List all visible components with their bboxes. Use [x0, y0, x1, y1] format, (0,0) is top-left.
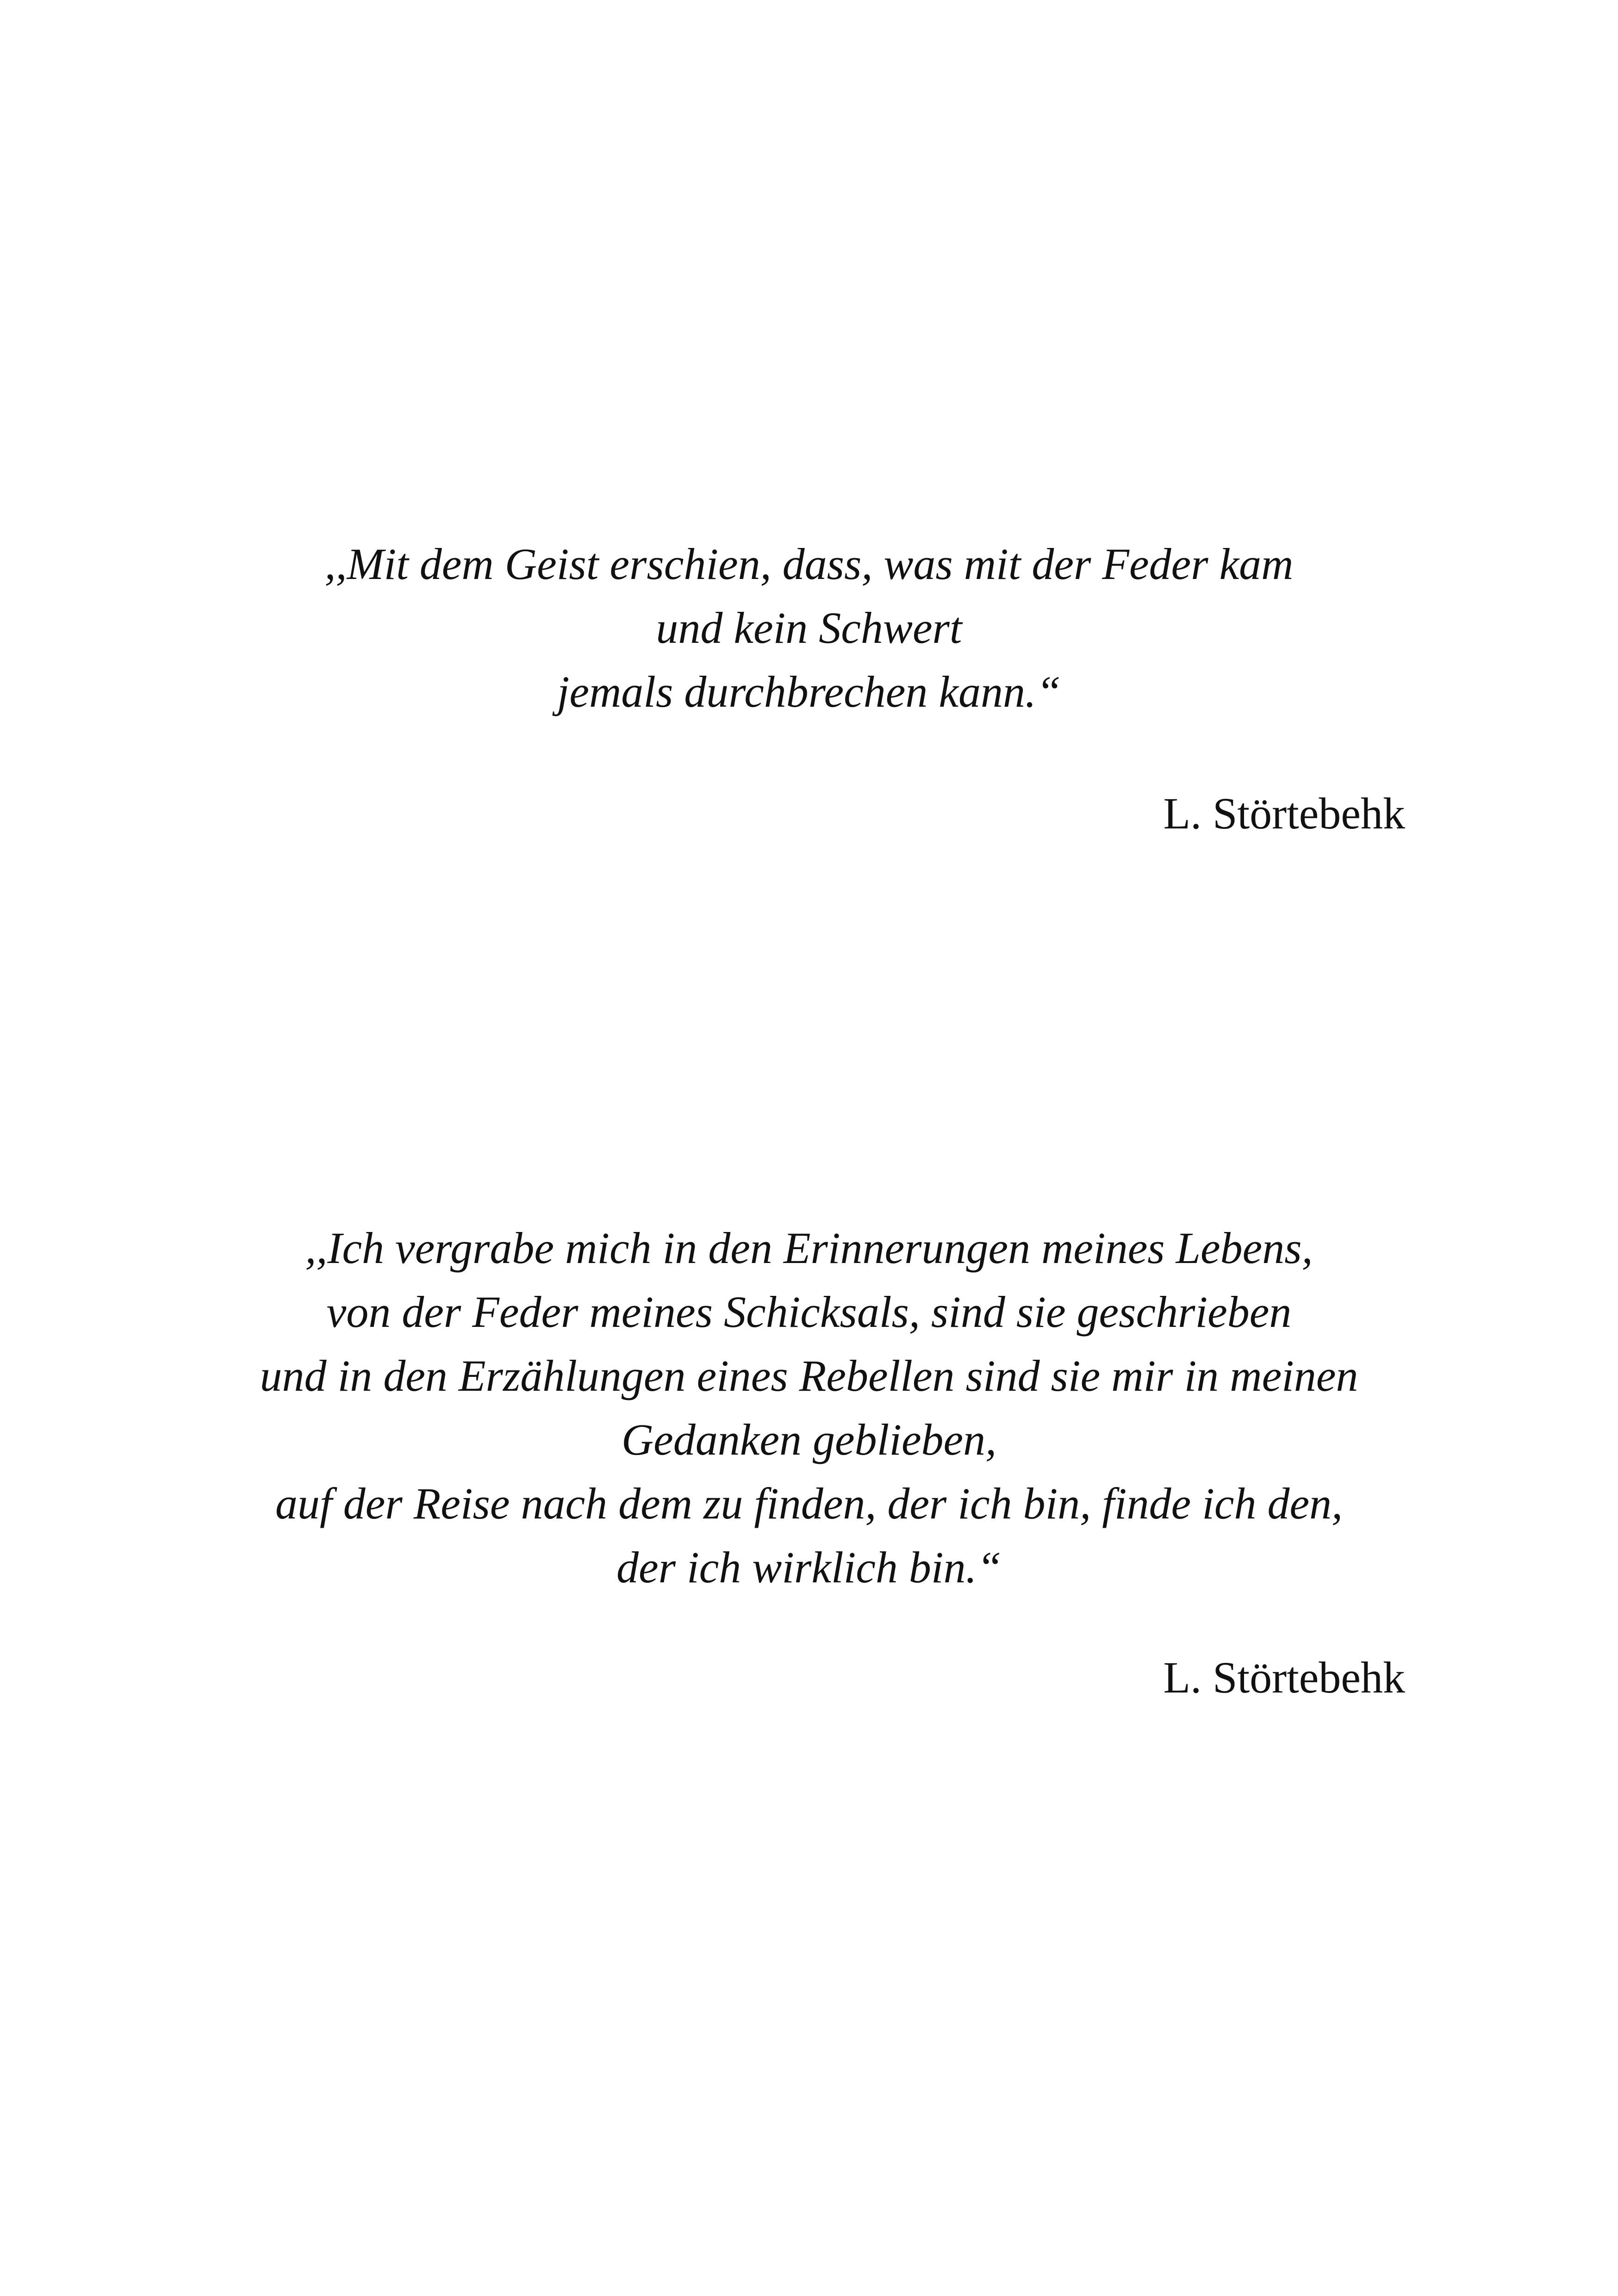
quote-line: der ich wirklich bin.“ — [616, 1543, 1002, 1592]
quote-author-1: L. Störtebehk — [1163, 789, 1405, 838]
quote-line: Gedanken geblieben, — [621, 1415, 997, 1464]
quote-line: ,,Ich vergrabe mich in den Erinnerungen meines Lebens, — [305, 1223, 1313, 1273]
quote-line: auf der Reise nach dem zu finden, der ich bin, finde ich den, — [275, 1479, 1343, 1528]
quote-author-2: L. Störtebehk — [1163, 1653, 1405, 1702]
quote-line: ,,Mit dem Geist erschien, dass, was mit der Feder kam — [324, 539, 1294, 589]
quote-line: von der Feder meines Schicksals, sind sie geschrieben — [326, 1287, 1292, 1337]
quote-line: jemals durchbrechen kann.“ — [557, 667, 1061, 716]
quote-block-2 — [0, 1216, 1618, 1599]
quote-line: und in den Erzählungen eines Rebellen sind sie mir in meinen — [260, 1351, 1358, 1400]
quote-block-1 — [0, 532, 1618, 724]
quote-line: und kein Schwert — [656, 603, 962, 653]
